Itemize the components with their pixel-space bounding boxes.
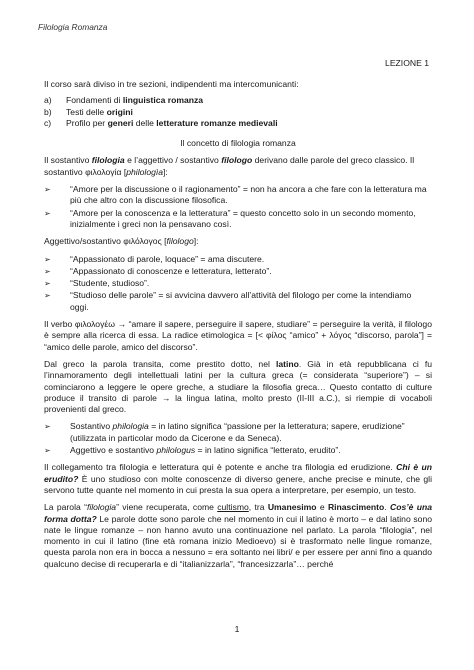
list-item-text bbox=[66, 95, 203, 106]
term-philologus: philologus bbox=[156, 445, 196, 456]
page-number: 1 bbox=[234, 624, 240, 634]
text-run: = in latino significa “passione per la letteratura; sapere, erudizione” (utilizzata in particolar modo da Cicerone e da Seneca). bbox=[70, 421, 405, 443]
list-item-prefix: Testi delle bbox=[66, 106, 107, 117]
list-item-bold: linguistica romanza bbox=[122, 95, 204, 106]
text-run: Aggettivo/sostantivo φιλόλογος [ bbox=[44, 236, 167, 247]
lesson-label: LEZIONE 1 bbox=[385, 58, 429, 68]
text-run: → “amare il sapere, perseguire il sapere, studiare” = perseguire la verità, il filologo è sempre alla ricerca di essa. La radice etimologica = [< φίλος “amico” + λόγος “discorso, parola”] = “amico delle parole, amico del discorso”. bbox=[44, 319, 432, 352]
list-item bbox=[44, 184, 432, 207]
text-run: Aggettivo e sostantivo bbox=[70, 445, 157, 456]
page-body bbox=[44, 79, 432, 576]
list-item bbox=[44, 118, 432, 129]
question-erudito: Chi è un erudito? bbox=[44, 462, 432, 484]
text-run: ” viene recuperata, come bbox=[116, 502, 218, 513]
list-item bbox=[44, 278, 432, 289]
list-item-text: “Studente, studioso”. bbox=[70, 278, 150, 289]
text-run: Sostantivo bbox=[70, 421, 113, 432]
list-marker: b) bbox=[44, 106, 52, 117]
meanings-list-2 bbox=[44, 254, 432, 313]
list-item-bold: generi bbox=[107, 117, 134, 128]
text-run: Il verbo φιλολογέω bbox=[44, 319, 118, 330]
text-run: È uno studioso con molte conoscenze di diverso genere, anche precise e minute, che gli servono tutte quante nel momento in cui presta la sua opera a interpretare, per esempio, un testo. bbox=[44, 473, 432, 495]
text-run: ]: bbox=[193, 236, 199, 247]
list-item-text: “Studioso delle parole” = si avvicina davvero all’attività del filologo per come la intendiamo oggi. bbox=[70, 290, 412, 312]
course-sections-list bbox=[44, 95, 432, 129]
paragraph-sostantivo bbox=[44, 155, 432, 178]
text-run: , tra bbox=[248, 502, 268, 513]
list-item bbox=[44, 266, 432, 277]
term-philologia: philologia bbox=[112, 421, 149, 432]
paragraph-verbo bbox=[44, 319, 432, 353]
list-item-text: “Appassionato di parole, loquace” = ama discutere. bbox=[70, 253, 265, 264]
list-item-text: “Appassionato di conoscenze e letteratura, letterato”. bbox=[70, 265, 272, 276]
intro-paragraph: Il corso sarà diviso in tre sezioni, indipendenti ma intercomunicanti: bbox=[44, 79, 299, 89]
list-item-text: “Amore per la discussione o il ragionamento” = non ha ancora a che fare con la letteratura ma più che altro con la discussione filosofica. bbox=[70, 184, 427, 206]
list-item-text bbox=[66, 107, 133, 118]
list-item bbox=[44, 290, 432, 313]
text-run: . bbox=[384, 502, 390, 513]
meanings-list-1 bbox=[44, 184, 432, 230]
list-item-bold-2: letterature romanze medievali bbox=[156, 117, 278, 128]
arrow-bullet-icon: ➢ bbox=[44, 208, 51, 218]
list-item bbox=[44, 107, 432, 118]
list-item-prefix: Profilo per bbox=[66, 117, 108, 128]
arrow-bullet-icon: ➢ bbox=[44, 291, 51, 301]
list-item-text: “Amore per la conoscenza e la letteratura” = questo concetto solo in un secondo momento, inizialmente i greci non la pensavano così. bbox=[70, 207, 416, 229]
term-umanesimo: Umanesimo bbox=[267, 502, 317, 513]
list-item bbox=[44, 254, 432, 265]
arrow-bullet-icon: ➢ bbox=[44, 266, 51, 276]
term-filologo: filologo bbox=[166, 236, 194, 247]
question-forma-dotta: Cos’è una forma dotta? bbox=[44, 502, 432, 524]
text-run: e l’aggettivo / sostantivo bbox=[124, 155, 222, 166]
paragraph-erudito bbox=[44, 462, 432, 496]
arrow-bullet-icon: ➢ bbox=[44, 254, 51, 264]
term-cultismo: cultismo bbox=[217, 502, 249, 513]
latin-terms-list bbox=[44, 421, 432, 456]
term-latino: latino bbox=[275, 358, 299, 369]
arrow-bullet-icon: ➢ bbox=[44, 185, 51, 195]
arrow-bullet-icon: ➢ bbox=[44, 422, 51, 432]
list-item bbox=[44, 445, 432, 456]
list-item bbox=[44, 208, 432, 231]
term-rinascimento: Rinascimento bbox=[327, 502, 385, 513]
list-item-middle: delle bbox=[133, 117, 157, 128]
text-run: Il collegamento tra filologia e letteratura qui è potente e anche tra filologia ed erudizione. bbox=[44, 462, 397, 473]
paragraph-latino bbox=[44, 359, 432, 415]
arrow-bullet-icon: ➢ bbox=[44, 446, 51, 456]
term-filologo: filologo bbox=[221, 155, 253, 166]
text-run: Dal greco la parola transita, come prestito dotto, nel bbox=[44, 358, 276, 369]
text-run: Le parole dotte sono parole che nel momento in cui il latino è morto – e dal latino sono nate le lingue romanze – non hanno avuto una continuazione nel parlato. La parola “filologia”, nel momento in cui il latino (fine età romana inizio Medioevo) si è trasformato nelle lingue romanze, questa parola non era in bocca a nessuno = era soltanto nei libri/ e per essere per anni fino a quando qualcuno decise di recuperarla e di “italianizzarla”, “francesizzarla”… perché bbox=[44, 513, 432, 569]
running-title: Filologia Romanza bbox=[38, 22, 108, 32]
term-filologia: filologia bbox=[86, 502, 117, 513]
text-run: Il sostantivo bbox=[44, 155, 92, 166]
paragraph-aggettivo bbox=[44, 236, 432, 247]
text-run: = in latino significa “letterato, erudito”. bbox=[195, 445, 341, 456]
list-item-text bbox=[70, 421, 432, 444]
list-item bbox=[44, 95, 432, 106]
section-heading: Il concetto di filologia romanza bbox=[180, 138, 296, 149]
list-item-prefix: Fondamenti di bbox=[66, 95, 123, 106]
term-philologia: philologìa bbox=[126, 166, 164, 177]
list-item-text bbox=[70, 445, 432, 456]
list-marker: a) bbox=[44, 95, 52, 106]
list-item-text bbox=[66, 118, 278, 129]
arrow-bullet-icon: ➢ bbox=[44, 279, 51, 289]
term-filologia: filologia bbox=[91, 155, 125, 166]
list-item-bold: origini bbox=[106, 106, 133, 117]
text-run: ]: bbox=[163, 166, 168, 177]
text-run: e bbox=[316, 502, 328, 513]
paragraph-forma-dotta bbox=[44, 502, 432, 570]
text-run: La parola “ bbox=[44, 502, 87, 513]
text-run: . Già in età repubblicana ci fu l’innamoramento degli intellettuali latini per la cultura greca (= considerata “superiore”) – si cominciarono a leggere le opere greche, a studiare la filosofia greca… Questo contatto di culture produce il transito di parole → la lingua latina, molto presto (II-III a.C.), si riempie di vocaboli provenienti dal greco. bbox=[44, 358, 432, 415]
text-run: derivano dalle parole del greco classico. Il sostantivo φιλολογία [ bbox=[44, 155, 415, 177]
list-marker: c) bbox=[44, 117, 52, 128]
list-item bbox=[44, 421, 432, 444]
